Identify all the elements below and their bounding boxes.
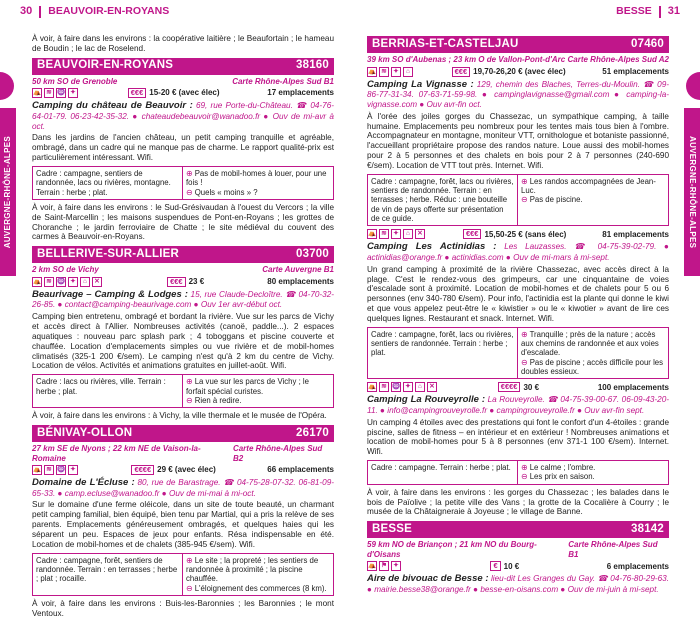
info-box: Cadre : lacs ou rivières, ville. Terrain : herbe ; plat. ⊕ La vue sur les parcs de Vichy ; le forfait spécial curistes. ⊖ Rien à redire.	[32, 374, 334, 408]
running-head	[20, 5, 169, 18]
running-head	[616, 5, 680, 18]
camp-description: Sur le domaine d'une ferme oléicole, dans un site de toute beauté, un charmant petit camping familial, bien équipé, bien tenu par Martial, qui a pris la relève de ses parents. Emplacements généreusement ombragés, et quelques haies qui les séparent un peu. Espaces de jeux pour enfants. Résa indispensable en été. Location de mobil-homes et de chalets (385-945 €/sem). Wifi.	[32, 500, 334, 549]
intro-text: À voir, à faire dans les environs : la coopérative laitière ; le Beaufortain ; le hameau de Boudin ; le lac de Roselend.	[32, 34, 334, 53]
camp-description: Un grand camping à proximité de la rivière Chassezac, avec accès direct à la plage. C'est le rendez-vous des grimpeurs, car une cinquantaine de voies d'escalade sont à proximité. Location de mobil-homes et de chalets pour 5 ou 6 personnes (env 340-780 €/sem). Pour info, l'actinidia est la plante qui donne le kiwi et que vous appelez peut-être le « kiwistier » ou le « kiwotier » avant de lire ces quelques lignes. Restaurant et snack. Internet. Wifi.	[367, 264, 669, 323]
price: 15-20 € (avec élec)	[149, 88, 220, 98]
distance: 39 km SO d'Aubenas ; 23 km O de Vallon-Pont-d'Arc	[367, 55, 566, 64]
price-category: €€€	[128, 88, 147, 98]
camper-icon: ⚑	[379, 561, 389, 571]
town-header: BERRIAS-ET-CASTELJAU 07460	[367, 36, 669, 53]
pitch-count: 6 emplacements	[606, 561, 669, 571]
shop-icon: ⌂	[80, 277, 90, 287]
tent-icon: ⛺	[33, 466, 42, 474]
nearby-text: À voir, à faire dans les environs : le Sud-Grésivaudan à l'ouest du Vercors ; la ville de Saint-Marcellin ; les maisons suspendues de Pont-en-Royans ; les grottes de Choranche ; le jardin ferroviaire de Chatte ; le site médiéval du couvent des carmes à Beauvoir-en-Royans.	[32, 202, 334, 242]
running-head-title: BEAUVOIR-EN-ROYANS	[48, 5, 170, 18]
wifi-icon: ≋	[379, 382, 389, 392]
pitch-count: 66 emplacements	[267, 465, 334, 475]
camp-contact: 69, rue Porte-du-Château. ☎ 04-76-64-01-79. 06-23-42-35-32. ● chateaudebeauvoir@wanadoo.fr ● Ouv de mi-avr à oct.	[32, 101, 334, 131]
tent-icon: ⛺	[33, 89, 42, 97]
price: 23 €	[188, 277, 205, 287]
right-page	[350, 0, 700, 594]
setting-text: Cadre : lacs ou rivières, ville. Terrain : herbe ; plat.	[33, 375, 183, 407]
pet-icon: ✦	[403, 382, 413, 392]
camp-description: Un camping 4 étoiles avec des prestations qui font le confort d'un 4-étoiles : grande piscine, salles de fitness – en intérieur et en extérieur ! Nombreuses animations et location de mobil-homes pour 5 à 8 personnes (env 371-1 100 €/sem). Internet. Wifi.	[367, 417, 669, 457]
town-entry	[32, 58, 334, 243]
camp-contact: 15, rue Claude-Decloître. ☎ 04-70-32-26-85. ● contact@camping-beaurivage.com ● Ouv 1er avr-début oct.	[32, 289, 334, 310]
camp-name: Domaine de L'Écluse :	[32, 477, 135, 489]
camp-name: Camping La Rouveyrolle :	[367, 394, 486, 406]
price-category: €	[490, 561, 500, 571]
distance: 50 km SO de Grenoble	[32, 76, 118, 86]
town-header: BEAUVOIR-EN-ROYANS 38160	[32, 58, 334, 75]
region-marker	[0, 72, 14, 100]
distance: 27 km SE de Nyons ; 22 km NE de Vaison-la-Romaine	[32, 444, 201, 463]
region-marker	[686, 72, 700, 100]
nearby-text: À voir, à faire dans les environs : Buis-les-Baronnies ; les Baronnies ; le mont Ventoux.	[32, 599, 334, 618]
pool-icon: ♒	[57, 277, 66, 285]
price: 29 € (avec élec)	[157, 465, 216, 475]
camp-contact: lieu-dit Les Granges du Gay. ☎ 04-76-80-29-63. ● mairie.besse38@orange.fr ● besse-en-oisans.com ● Ouv de mi-juin à mi-sept.	[367, 574, 669, 594]
camp-name: Beaurivage – Camping & Lodges :	[32, 288, 188, 300]
minus-text: Pas de piscine.	[529, 195, 583, 205]
side-tab: AUVERGNE-RHÔNE-ALPES	[684, 108, 700, 276]
camp-description: À l'orée des joiles gorges du Chassezac, un sympathique camping, à taille humaine. Emplacements peu nombreux pour les tentes mais tous bien à l'ombre. Accompagnateur en montagne, moniteur VTT, ornithologue et botaniste passionné, l'accueillant propriétaire propose des randos nature. Loue aussi des mobil-homes pour 2 à 5 personnes et des chalets en bois pour 2 à 7 personnes (240-690 €/sem). Location de VTT tout près. Internet. Wifi.	[367, 111, 669, 170]
town-entry	[367, 521, 669, 594]
wifi-icon: ≋	[44, 88, 54, 98]
tent-icon: ⛺	[368, 562, 377, 570]
shop-icon: ⌂	[415, 382, 425, 392]
minus-text: Les prix en saison.	[529, 472, 595, 482]
shower-icon: ♒	[57, 89, 66, 97]
distance: 2 km SO de Vichy	[32, 265, 99, 275]
restaurant-icon: ✕	[415, 229, 425, 239]
camp-entry	[367, 67, 669, 227]
minus-text: L'éloignement des commerces (8 km).	[194, 583, 327, 593]
town-entry	[32, 246, 334, 421]
right-column	[367, 26, 669, 597]
wifi-icon: ≋	[44, 465, 54, 475]
camp-name: Camping Les Actinidias :	[367, 241, 497, 253]
info-box: Cadre : campagne, forêt, lacs ou rivières, sentiers de randonnée. Terrain : en terrasses ; herbe. Réduc : une bouteille de vin de pays offerte sur présentation de ce guide. ⊕ Les randos accompagnées de Jean-Luc. ⊖ Pas de piscine.	[367, 174, 669, 227]
plus-text: Le calme ; l'ombre.	[529, 463, 596, 473]
wifi-icon: ≋	[379, 229, 389, 239]
price-category: €€€	[452, 67, 471, 77]
plus-text: Le site ; la propreté ; les sentiers de randonnée à proximité ; la piscine chauffée.	[186, 555, 319, 584]
camp-contact: 80, rue de Barastrage. ☎ 04-75-28-07-32. 06-81-09-65-33. ● camp.ecluse@wanadoo.fr ● Ouv de mi-mai à mi-oct.	[32, 478, 334, 498]
pitch-count: 100 emplacements	[597, 382, 669, 392]
restaurant-icon: ✕	[427, 382, 437, 392]
price-category: €€€€	[498, 382, 521, 392]
pet-icon: ✦	[68, 277, 78, 287]
town-header: BÉNIVAY-OLLON 26170	[32, 425, 334, 442]
price: 10 €	[503, 561, 520, 571]
camp-name: Camping La Vignasse :	[367, 78, 474, 90]
pitch-count: 80 emplacements	[267, 277, 334, 287]
tent-icon: ⛺	[368, 67, 377, 75]
map-ref: Carte Rhône-Alpes Sud B1	[232, 76, 334, 86]
price: 30 €	[523, 382, 540, 392]
tent-icon: ⛺	[368, 230, 377, 238]
price-category: €€€	[167, 277, 186, 287]
pet-icon: ✦	[391, 561, 401, 571]
wifi-icon: ≋	[44, 277, 54, 287]
map-ref: Carte Rhône-Alpes Sud A2	[567, 55, 669, 64]
camp-description: Camping bien entretenu, ombragé et bordant la rivière. Vue sur les parcs de Vichy et accès direct à l'Allier. Nombreuses activités (canoë, paddle...). 2 espaces aquatiques : nouveau parc splash park ; 4 toboggans et piscine couverte et chauffée. Location d'emplacements simples ou vue rivière et de mobil-homes climatisés (325-1 200 €/sem). Le camping n'est qu'à 2 km du centre de Vichy. Location de vélos. Activités et animations gratuites en juillet-août. Wifi.	[32, 312, 334, 371]
nearby-text: À voir, à faire dans les environs : à Vichy, la ville thermale et le musée de l'Opéra.	[32, 411, 327, 421]
info-box: Cadre : campagne, sentiers de randonnée, lacs ou rivières, montagne. Terrain : herbe ; plat. ⊕ Pas de mobil-homes à louer, pour une fois ! ⊖ Quels « moins » ?	[32, 166, 334, 200]
setting-text: Cadre : campagne, sentiers de randonnée, lacs ou rivières, montagne. Terrain : herbe ; plat.	[33, 167, 183, 199]
plus-text: Les randos accompagnées de Jean-Luc.	[521, 176, 656, 196]
town-header: BELLERIVE-SUR-ALLIER 03700	[32, 246, 334, 263]
info-box: Cadre : campagne. Terrain : herbe ; plat. ⊕ Le calme ; l'ombre. ⊖ Les prix en saison.	[367, 460, 669, 485]
pool-icon: ♒	[57, 466, 66, 474]
shop-icon: ⌂	[403, 229, 413, 239]
pet-icon: ✦	[391, 67, 401, 77]
map-ref: Carte Rhône-Alpes Sud B2	[232, 444, 323, 463]
camp-name: Camping du château de Beauvoir :	[32, 100, 193, 112]
page-number: 31	[667, 5, 680, 17]
plus-text: Pas de mobil-homes à louer, pour une fois !	[186, 168, 327, 188]
left-page	[0, 0, 350, 618]
restaurant-icon: ✕	[92, 277, 102, 287]
plus-text: Tranquille ; près de la nature ; accès aux chemins de randonnée et aux voies d'escalade.	[521, 329, 659, 358]
pet-icon: ✦	[391, 229, 401, 239]
pool-icon: ♒	[392, 383, 401, 391]
setting-text: Cadre : campagne, forêt, lacs ou rivières, sentiers de randonnée. Terrain : en terrasses ; herbe. Réduc : une bouteille de vin de pays offerte sur présentation de ce guide.	[368, 175, 518, 226]
plus-text: La vue sur les parcs de Vichy ; le forfait spécial curistes.	[186, 377, 309, 396]
camp-contact: Les Lauzasses. ☎ 04-75-39-02-79. ● actinidias@orange.fr ● actinidias.com ● Ouv de mi-mars à mi-sept.	[367, 242, 670, 262]
shop-icon: ⌂	[403, 67, 413, 77]
price: 15,50-25 € (sans élec)	[484, 229, 567, 239]
pitch-count: 51 emplacements	[602, 66, 669, 76]
map-ref: Carte Auvergne B1	[262, 265, 334, 275]
camp-entry	[367, 229, 669, 379]
running-head-title: BESSE	[616, 5, 652, 18]
left-column	[32, 26, 334, 621]
camp-description: Dans les jardins de l'ancien château, un petit camping tranquille et agréable, ombragé, dans un cadre qui ne manque pas de charme. Le rapport qualité-prix est particulièrement intéressant. Wifi.	[32, 133, 334, 163]
minus-text: Quels « moins » ?	[194, 187, 258, 197]
camp-contact: 129, chemin des Blaches, Terres-du-Moulin. ☎ 09-86-77-31-34. 07-63-71-59-98. ● campinglavignasse@gmail.com ● camping-la-vignasse.com ● Ouv avr-fin oct.	[367, 79, 670, 109]
setting-text: Cadre : campagne, forêt, sentiers de randonnée. Terrain : en terrasses ; herbe ; plat ; rocaille.	[33, 554, 183, 595]
nearby-text: À voir, à faire dans les environs : les gorges du Chassezac ; les balades dans le bois de Païolive ; la petite ville des Vans ; la grotte de la Cocalière à Courry ; le musée de la Châtaigneraie à Joyeuse ; le village de Banne.	[367, 487, 669, 517]
minus-text: Pas de piscine ; accès difficile pour les doubles essieux.	[521, 357, 664, 377]
wifi-icon: ≋	[379, 67, 389, 77]
info-box: Cadre : campagne, forêt, sentiers de randonnée. Terrain : en terrasses ; herbe ; plat ; rocaille. ⊕ Le site ; la propreté ; les sentiers de randonnée à proximité ; la piscine chauffée. ⊖ L'éloignement des commerces (8 km).	[32, 553, 334, 596]
minus-text: Rien à redire.	[194, 395, 242, 405]
tent-icon: ⛺	[33, 277, 42, 285]
tent-icon: ⛺	[368, 383, 377, 391]
side-tab: AUVERGNE-RHÔNE-ALPES	[0, 108, 16, 276]
pitch-count: 81 emplacements	[602, 229, 669, 239]
camp-contact: La Rouveyrolle. ☎ 04-75-39-00-67. 06-09-43-20-11. ● info@campingrouveyrolle.fr ● campingrouveyrolle.fr ● Ouv avr-fin sept.	[367, 395, 669, 415]
camp-entry	[367, 382, 669, 484]
distance: 59 km NO de Briançon ; 21 km NO du Bourg-d'Oisans	[367, 540, 537, 559]
pet-icon: ✦	[68, 465, 78, 475]
map-ref: Carte Rhône-Alpes Sud B1	[568, 540, 658, 559]
pet-icon: ✦	[68, 88, 78, 98]
price-category: €€€€	[131, 465, 154, 475]
setting-text: Cadre : campagne. Terrain : herbe ; plat.	[368, 461, 518, 484]
info-box: Cadre : campagne, forêt, lacs ou rivières, sentiers de randonnée. Terrain : herbe ; plat. ⊕ Tranquille ; près de la nature ; accès aux chemins de randonnée et aux voies d'escalade. ⊖ Pas de piscine ; accès difficile pour les doubles essieux.	[367, 327, 669, 380]
camp-name: Aire de bivouac de Besse :	[367, 573, 489, 585]
price-category: €€€	[463, 229, 482, 239]
town-header: BESSE 38142	[367, 521, 669, 538]
town-entry	[32, 425, 334, 619]
setting-text: Cadre : campagne, forêt, lacs ou rivières, sentiers de randonnée. Terrain : herbe ; plat.	[368, 328, 518, 379]
pitch-count: 17 emplacements	[267, 88, 334, 98]
page-number: 30	[20, 5, 33, 17]
price: 19,70-26,20 € (avec élec)	[473, 66, 566, 76]
